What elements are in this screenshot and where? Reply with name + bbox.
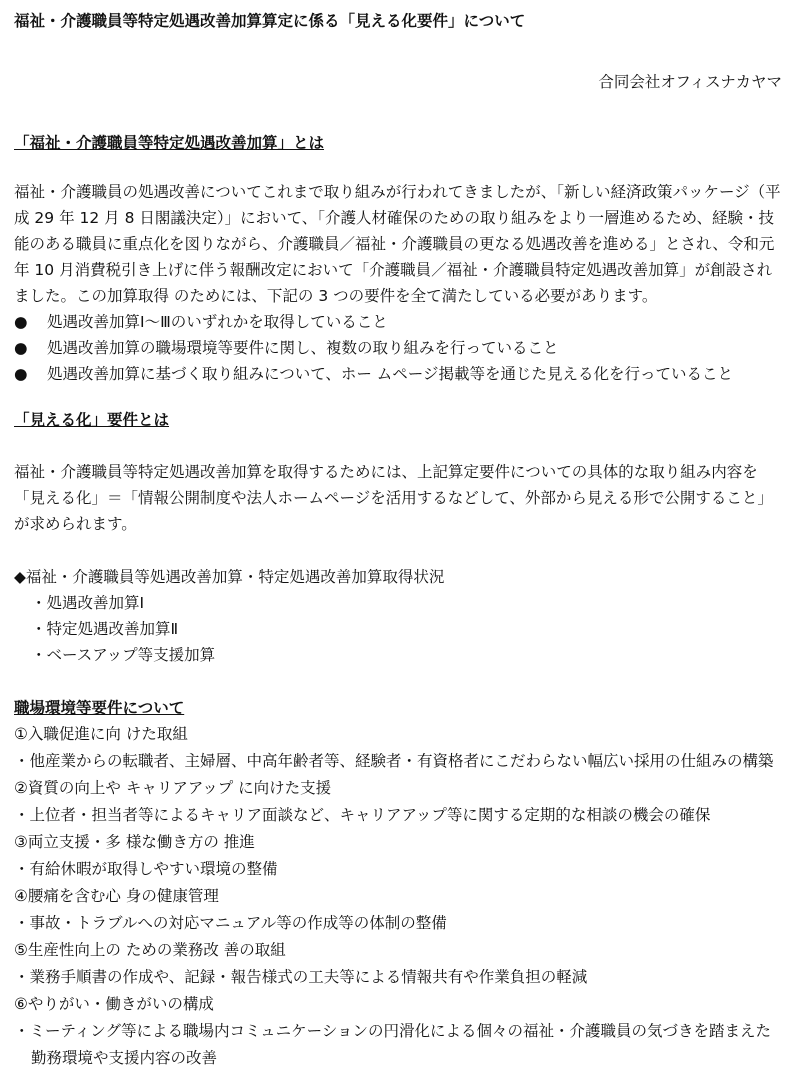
requirement-title: ③両立支援・多 様な働き方の 推進 xyxy=(14,833,255,851)
requirement-title: ②資質の向上や キャリアアップ に向けた支援 xyxy=(14,779,332,797)
requirement-title: ⑥やりがい・働きがいの構成 xyxy=(14,995,214,1013)
requirement-title: ①入職促進に向 けた取組 xyxy=(14,725,188,743)
bullet-icon: ● xyxy=(14,339,28,357)
bullet-icon: ● xyxy=(14,313,28,331)
document-title: 福祉・介護職員等特定処遇改善加算算定に係る「見える化要件」について xyxy=(14,12,526,30)
requirement-detail: ・有給休暇が取得しやすい環境の整備 xyxy=(14,860,278,878)
section-body-mieruka: 福祉・介護職員等特定処遇改善加算を取得するためには、上記算定要件についての具体的な取り組み内容を「見える化」＝「情報公開制度や法人ホームページを活用するなどして、外部から見える形で公開すること」が求められます。 xyxy=(14,463,773,533)
list-item-text: 処遇改善加算Ⅰ～Ⅲのいずれかを取得していること xyxy=(47,313,388,331)
requirement-detail: ・業務手順書の作成や、記録・報告様式の工夫等による情報共有や作業負担の軽減 xyxy=(14,968,588,986)
section-heading-mieruka: 「見える化」要件とは xyxy=(14,411,170,429)
requirement-bullet-list xyxy=(14,309,786,387)
list-item: ・処遇改善加算Ⅰ xyxy=(31,594,145,612)
section-heading-tokutei-shogu: 「福祉・介護職員等特定処遇改善加算」とは xyxy=(14,134,325,152)
company-name: 合同会社オフィスナカヤマ xyxy=(598,73,782,91)
requirement-detail: ・ミーティング等による職場内コミュニケーションの円滑化による個々の福祉・介護職員の気づきを踏まえた勤務環境や支援内容の改善 xyxy=(14,1022,772,1067)
section-heading-workplace-requirements: 職場環境等要件について xyxy=(14,699,185,717)
acquisition-status-title: ◆福祉・介護職員等処遇改善加算・特定処遇改善加算取得状況 xyxy=(14,568,445,586)
requirement-detail: ・上位者・担当者等によるキャリア面談など、キャリアアップ等に関する定期的な相談の機会の確保 xyxy=(14,806,711,824)
list-item: ・特定処遇改善加算Ⅱ xyxy=(31,620,179,638)
requirement-title: ⑤生産性向上の ための業務改 善の取組 xyxy=(14,941,286,959)
list-item-text: 処遇改善加算の職場環境等要件に関し、複数の取り組みを行っていること xyxy=(47,339,559,357)
section-body-tokutei-shogu: 福祉・介護職員の処遇改善についてこれまで取り組みが行われてきましたが、「新しい経済政策パッケージ（平成 29 年 12 月 8 日閣議決定）」において、「介護人材確保のための取り組みをより一層進めるため、経験・技能のある職員に重点化を図りながら、介護職員／福祉・介護職員の更なる処遇改善を進める」とされ、令和元年 10 月消費税引き上げに伴う報酬改定において「介護職員／福祉・介護職員特定処遇改善加算」が創設されました。この加算取得 のためには、下記の 3 つの要件を全て満たしている必要があります。 xyxy=(14,183,781,305)
bullet-icon: ● xyxy=(14,365,28,383)
list-item xyxy=(14,309,786,335)
requirement-title: ④腰痛を含む心 身の健康管理 xyxy=(14,887,219,905)
list-item xyxy=(14,361,786,387)
requirement-detail: ・他産業からの転職者、主婦層、中高年齢者等、経験者・有資格者にこだわらない幅広い採用の仕組みの構築 xyxy=(14,752,774,770)
list-item-text: 処遇改善加算に基づく取り組みについて、ホー ムページ掲載等を通じた見える化を行っていること xyxy=(47,365,734,383)
list-item: ・ベースアップ等支援加算 xyxy=(31,646,216,664)
requirement-detail: ・事故・トラブルへの対応マニュアル等の作成等の体制の整備 xyxy=(14,914,447,932)
list-item xyxy=(14,335,786,361)
